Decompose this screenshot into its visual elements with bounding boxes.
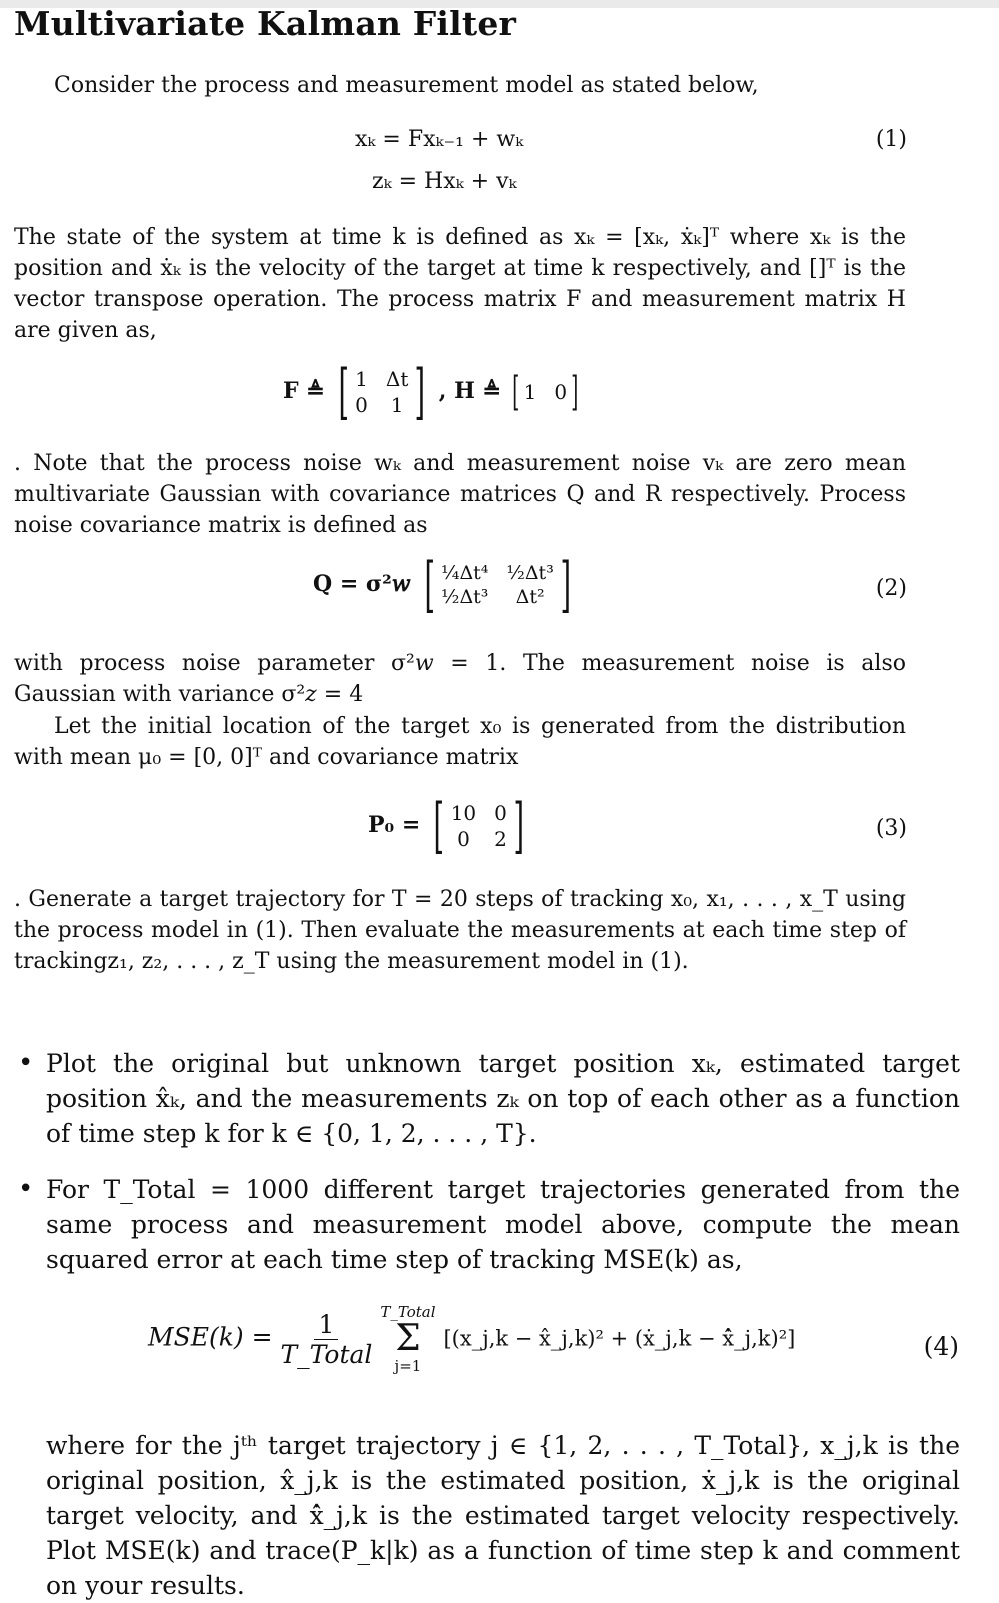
initial-location-paragraph: Let the initial location of the target x₀ is generated from the distribution with mean μ₀ = [0, 0]ᵀ and covariance matrix [14,714,906,770]
Q-matrix: [ ¼Δt⁴ ½Δt³ ½Δt³ Δt² ] [424,550,571,620]
F-cell: 1 [355,367,368,391]
matrix-F-H-equation [283,357,583,427]
Q-equation [313,550,577,620]
H-cell: 0 [554,380,568,404]
P0-equation [368,791,530,861]
fraction-denominator: T_Total [280,1339,373,1369]
bullet-icon: • [18,1174,34,1204]
mse-fraction [280,1310,372,1369]
H-cell: 1 [523,380,537,404]
task-list [14,1046,960,1277]
trajectory-paragraph: . Generate a target trajectory for T = 20 steps of tracking x₀, x₁, . . . , x_T using the process model in (1). Then evaluate the measurements at each time step of trackingz₁, z₂, . . . , z_T using the measurement model in (1). [14,887,906,974]
P0-label: P₀ = [368,812,421,838]
noise-paragraph: . Note that the process noise wₖ and measurement noise vₖ are zero mean multivariate Gaussian with covariance matrices Q and R respectively. Process noise covariance matrix is defined as [14,451,906,538]
conclusion-paragraph: where for the jᵗʰ target trajectory j ∈ {1, 2, . . . , T_Total}, x_j,k is the original position, x̂_j,k is the estimated position, ẋ_j,k is the original target velocity, and x̂̇_j,k is the estimated target velocity respectively. Plot MSE(k) and trace(P_k|k) as a function of time step k and comment on your results. [46,1431,960,1600]
H-matrix: [ 1 0 ] [512,369,579,415]
F-cell: 1 [390,393,404,417]
equation-number-1: (1) [875,127,907,152]
P0-cell: 0 [457,827,470,851]
P0-cell: 0 [494,801,507,825]
Q-cell: ¼Δt⁴ [441,562,489,584]
F-matrix: [ 1 Δt 0 1 ] [338,357,426,427]
Q-label: Q = σ²𝑤 [313,571,411,597]
Q-cell: ½Δt³ [506,562,554,584]
task-item-plot [14,1046,960,1151]
F-label: F ≜ [283,378,325,404]
sum-lower-limit: j=1 [394,1357,422,1375]
P0-matrix: [ 10 0 0 2 ] [433,791,524,861]
equation-number-3: (3) [875,816,907,841]
state-paragraph: The state of the system at time k is defined as xₖ = [xₖ, ẋₖ]ᵀ where xₖ is the position and ẋₖ is the velocity of the target at time k respectively, and []ᵀ is the vector transpose operation. The process matrix F and measurement matrix H are given as, [14,225,906,343]
sigma-icon: Σ [395,1318,421,1359]
equation-1b: zₖ = Hxₖ + vₖ [372,169,517,194]
bullet-icon: • [18,1048,34,1078]
task-text: Plot the original but unknown target position xₖ, estimated target position x̂ₖ, and the measurements zₖ on top of each other as a function of time step k for k ∈ {0, 1, 2, . . . , T}. [46,1049,960,1148]
Q-cell: Δt² [515,586,545,608]
equation-1a: xₖ = Fxₖ₋₁ + wₖ [355,127,524,152]
task-text: For T_Total = 1000 different target trajectories generated from the same process and measurement model above, compute the mean squared error at each time step of tracking MSE(k) as, [46,1175,960,1274]
Q-cell: ½Δt³ [441,586,489,608]
equation-number-4: (4) [923,1332,959,1361]
P0-cell: 10 [450,801,477,825]
process-noise-paragraph: with process noise parameter σ²𝑤 = 1. The measurement noise is also Gaussian with variance σ²𝑧 = 4 [14,651,906,707]
page-title: Multivariate Kalman Filter [14,4,517,43]
mse-equation [148,1303,795,1375]
F-cell: Δt [385,367,409,391]
summation [380,1303,435,1375]
F-cell: 0 [355,393,368,417]
sum-upper-limit: T_Total [380,1303,436,1321]
intro-paragraph: Consider the process and measurement model as stated below, [54,73,759,98]
fraction-numerator: 1 [314,1310,338,1340]
mse-body: [(x_j,k − x̂_j,k)² + (ẋ_j,k − x̂̇_j,k)²] [443,1326,796,1351]
task-item-mse [14,1172,960,1277]
P0-cell: 2 [494,827,507,851]
equation-number-2: (2) [875,576,907,601]
H-label: , H ≜ [438,378,501,404]
mse-lhs: MSE(k) = [148,1322,273,1352]
